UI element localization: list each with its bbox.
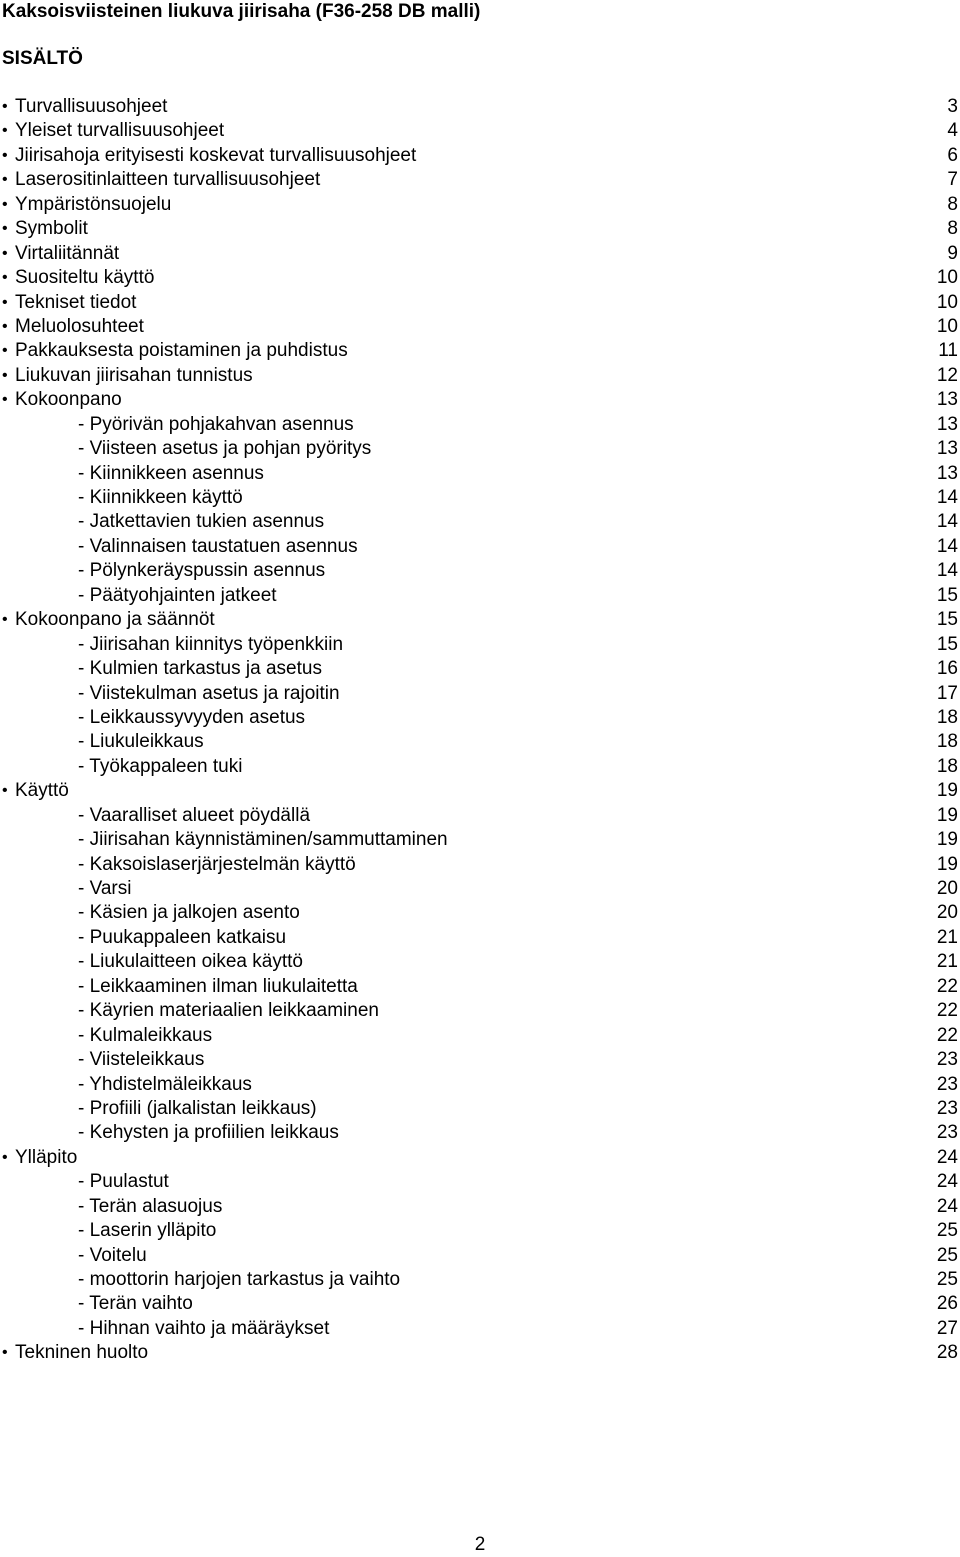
toc-entry-page: 27 <box>936 1317 958 1339</box>
toc-entry-label: Jiirisahoja erityisesti koskevat turvallisuusohjeet <box>15 144 417 166</box>
toc-entry-label: - Päätyohjainten jatkeet <box>78 584 277 606</box>
toc-entry-label: Yleiset turvallisuusohjeet <box>15 120 225 142</box>
toc-entry-label: - Viisteen asetus ja pohjan pyöritys <box>78 438 372 460</box>
toc-entry-label: Ympäristönsuojelu <box>15 193 172 215</box>
toc-subentry <box>0 1121 960 1145</box>
toc-entry-label: - Laserin ylläpito <box>78 1220 217 1242</box>
toc-entry-label: Kokoonpano <box>15 389 122 411</box>
toc-entry <box>0 242 960 266</box>
bullet-icon: • <box>2 342 8 360</box>
toc-entry-label: Ylläpito <box>15 1146 78 1168</box>
toc-subentry <box>0 1024 960 1048</box>
toc-entry-label: - Liukuleikkaus <box>78 731 204 753</box>
toc-entry <box>0 364 960 388</box>
toc-entry-label: - Pyörivän pohjakahvan asennus <box>78 413 354 435</box>
toc-entry-label: - Terän alasuojus <box>78 1195 223 1217</box>
toc-entry-page: 25 <box>936 1244 958 1266</box>
toc-entry-page: 23 <box>936 1097 958 1119</box>
toc-subentry <box>0 901 960 925</box>
toc-entry-page: 25 <box>936 1220 958 1242</box>
toc-subentry <box>0 950 960 974</box>
toc-entry-label: - Liukulaitteen oikea käyttö <box>78 951 303 973</box>
bullet-icon: • <box>2 366 8 384</box>
toc-entry-page: 15 <box>936 584 958 606</box>
toc-subentry <box>0 1048 960 1072</box>
toc-subentry <box>0 462 960 486</box>
toc-subentry <box>0 486 960 510</box>
toc-subentry <box>0 413 960 437</box>
toc-subentry <box>0 1073 960 1097</box>
bullet-icon: • <box>2 391 8 409</box>
toc-subentry <box>0 926 960 950</box>
toc-subentry <box>0 1195 960 1219</box>
toc-entry <box>0 193 960 217</box>
toc-entry-label: - Käsien ja jalkojen asento <box>78 902 300 924</box>
toc-entry-page: 13 <box>936 389 958 411</box>
toc-entry-label: - moottorin harjojen tarkastus ja vaihto <box>78 1269 401 1290</box>
toc-entry-label: - Pölynkeräyspussin asennus <box>78 560 326 582</box>
toc-entry-page: 4 <box>947 120 958 142</box>
toc-entry-label: - Vaaralliset alueet pöydällä <box>78 804 311 826</box>
toc-entry-label: Turvallisuusohjeet <box>15 96 168 117</box>
toc-entry-page: 9 <box>947 242 958 264</box>
bullet-icon: • <box>2 195 8 213</box>
toc-entry-page: 14 <box>936 560 958 582</box>
toc-subentry <box>0 999 960 1023</box>
toc-entry-page: 23 <box>936 1049 958 1071</box>
toc-entry-page: 22 <box>936 975 958 997</box>
toc-subentry <box>0 1268 960 1292</box>
toc-entry-page: 8 <box>947 193 958 215</box>
toc-entry-page: 13 <box>936 413 958 435</box>
document-title: Kaksoisviisteinen liukuva jiirisaha (F36-258 DB malli) <box>2 1 481 22</box>
toc-entry-page: 18 <box>936 706 958 728</box>
toc-subentry <box>0 682 960 706</box>
toc-entry-label: - Viistekulman asetus ja rajoitin <box>78 682 340 704</box>
toc-entry-label: - Kulmaleikkaus <box>78 1024 213 1046</box>
toc-entry-label: - Jiirisahan kiinnitys työpenkkiin <box>78 633 344 655</box>
toc-entry <box>0 168 960 192</box>
toc-entry-label: - Voitelu <box>78 1244 147 1266</box>
toc-entry-label: - Puulastut <box>78 1171 169 1193</box>
toc-subentry <box>0 584 960 608</box>
toc-entry-label: Suositeltu käyttö <box>15 267 155 289</box>
toc-entry-label: - Leikkaaminen ilman liukulaitetta <box>78 975 358 997</box>
toc-entry-page: 22 <box>936 1000 958 1022</box>
table-of-contents <box>0 95 960 1366</box>
toc-entry-label: - Leikkaussyvyyden asetus <box>78 706 306 728</box>
toc-entry-label: Käyttö <box>15 780 69 802</box>
toc-entry-page: 24 <box>936 1171 958 1193</box>
toc-subentry <box>0 657 960 681</box>
toc-entry-page: 17 <box>936 682 958 704</box>
toc-entry <box>0 315 960 339</box>
toc-entry-label: - Hihnan vaihto ja määräykset <box>78 1317 330 1339</box>
toc-entry-page: 23 <box>936 1122 958 1144</box>
toc-entry-page: 19 <box>936 853 958 875</box>
toc-entry-page: 14 <box>936 535 958 557</box>
toc-entry-label: - Puukappaleen katkaisu <box>78 926 287 948</box>
toc-entry-label: Kokoonpano ja säännöt <box>15 609 215 631</box>
toc-subentry <box>0 1097 960 1121</box>
toc-entry-page: 21 <box>936 951 958 973</box>
bullet-icon: • <box>2 171 8 189</box>
bullet-icon: • <box>2 782 8 800</box>
toc-entry-label: Liukuvan jiirisahan tunnistus <box>15 364 253 386</box>
toc-entry-page: 20 <box>936 902 958 924</box>
toc-entry-page: 12 <box>936 364 958 386</box>
toc-entry-label: - Jatkettavien tukien asennus <box>78 511 325 533</box>
toc-entry-label: Virtaliitännät <box>15 242 120 264</box>
bullet-icon: • <box>2 1344 8 1362</box>
toc-subentry <box>0 877 960 901</box>
toc-entry-page: 24 <box>936 1146 958 1168</box>
bullet-icon: • <box>2 98 8 115</box>
bullet-icon: • <box>2 122 8 140</box>
toc-subentry <box>0 730 960 754</box>
toc-subentry <box>0 510 960 534</box>
toc-entry-page: 8 <box>947 218 958 240</box>
toc-subentry <box>0 1219 960 1243</box>
toc-entry-label: - Kulmien tarkastus ja asetus <box>78 658 322 680</box>
toc-subentry <box>0 853 960 877</box>
toc-entry <box>0 95 960 119</box>
toc-entry-page: 15 <box>936 609 958 631</box>
toc-entry <box>0 217 960 241</box>
toc-entry-label: - Kaksoislaserjärjestelmän käyttö <box>78 853 356 875</box>
toc-entry-page: 14 <box>936 487 958 508</box>
toc-entry-page: 14 <box>936 511 958 533</box>
toc-subentry <box>0 437 960 461</box>
toc-subentry <box>0 804 960 828</box>
toc-entry-label: - Kehysten ja profiilien leikkaus <box>78 1122 339 1144</box>
toc-entry-page: 19 <box>936 804 958 826</box>
toc-entry-page: 18 <box>936 755 958 777</box>
toc-entry-label: Meluolosuhteet <box>15 315 144 337</box>
toc-entry-page: 10 <box>936 291 958 313</box>
toc-subentry <box>0 559 960 583</box>
toc-subentry <box>0 755 960 779</box>
toc-entry-page: 13 <box>936 462 958 484</box>
toc-entry-label: - Käyrien materiaalien leikkaaminen <box>78 1000 379 1022</box>
toc-entry <box>0 266 960 290</box>
toc-entry <box>0 1341 960 1365</box>
toc-entry-page: 19 <box>936 829 958 851</box>
bullet-icon: • <box>2 220 8 238</box>
toc-entry-label: - Profiili (jalkalistan leikkaus) <box>78 1097 317 1119</box>
toc-entry <box>0 1146 960 1170</box>
toc-entry <box>0 779 960 803</box>
toc-subentry <box>0 1317 960 1341</box>
toc-entry-label: Symbolit <box>15 218 88 240</box>
toc-entry-label: - Varsi <box>78 878 132 899</box>
toc-entry-page: 19 <box>936 780 958 802</box>
toc-entry-label: - Työkappaleen tuki <box>78 755 243 777</box>
toc-entry-page: 11 <box>938 340 958 362</box>
toc-entry <box>0 144 960 168</box>
toc-entry-label: - Kiinnikkeen käyttö <box>78 487 243 508</box>
toc-entry-page: 22 <box>936 1024 958 1046</box>
toc-subentry <box>0 1292 960 1316</box>
toc-entry-label: Pakkauksesta poistaminen ja puhdistus <box>15 340 348 362</box>
bullet-icon: • <box>2 317 8 335</box>
toc-entry-label: Tekniset tiedot <box>15 291 137 313</box>
toc-entry-label: Tekninen huolto <box>15 1342 149 1364</box>
bullet-icon: • <box>2 1148 8 1166</box>
toc-entry-page: 13 <box>936 438 958 460</box>
toc-entry-page: 20 <box>936 878 958 899</box>
toc-entry-page: 10 <box>936 267 958 289</box>
toc-entry-label: - Yhdistelmäleikkaus <box>78 1073 252 1095</box>
bullet-icon: • <box>2 244 8 262</box>
bullet-icon: • <box>2 146 8 164</box>
bullet-icon: • <box>2 611 8 629</box>
toc-entry <box>0 339 960 363</box>
toc-subentry <box>0 1170 960 1194</box>
toc-entry-label: - Valinnaisen taustatuen asennus <box>78 535 358 557</box>
toc-entry-page: 25 <box>936 1269 958 1290</box>
toc-entry <box>0 388 960 412</box>
toc-entry <box>0 608 960 632</box>
toc-entry-page: 18 <box>936 731 958 753</box>
toc-entry <box>0 291 960 315</box>
bullet-icon: • <box>2 293 8 311</box>
toc-subentry <box>0 535 960 559</box>
toc-entry-page: 21 <box>936 926 958 948</box>
toc-entry-label: - Terän vaihto <box>78 1293 193 1315</box>
toc-entry-page: 26 <box>936 1293 958 1315</box>
toc-entry-page: 6 <box>947 144 958 166</box>
toc-entry-page: 3 <box>947 96 958 117</box>
toc-entry <box>0 119 960 143</box>
toc-entry-label: Laserositinlaitteen turvallisuusohjeet <box>15 169 321 191</box>
toc-entry-page: 24 <box>936 1195 958 1217</box>
toc-entry-label: - Jiirisahan käynnistäminen/sammuttaminen <box>78 829 448 851</box>
toc-subentry <box>0 633 960 657</box>
toc-entry-page: 10 <box>936 315 958 337</box>
toc-entry-page: 16 <box>936 658 958 680</box>
toc-subentry <box>0 1244 960 1268</box>
toc-entry-page: 15 <box>936 633 958 655</box>
toc-entry-page: 28 <box>936 1342 958 1364</box>
toc-subentry <box>0 706 960 730</box>
toc-subentry <box>0 828 960 852</box>
toc-subentry <box>0 975 960 999</box>
page-number: 2 <box>474 1534 486 1555</box>
bullet-icon: • <box>2 269 8 287</box>
toc-entry-page: 23 <box>936 1073 958 1095</box>
toc-entry-page: 7 <box>947 169 958 191</box>
toc-entry-label: - Viisteleikkaus <box>78 1049 205 1071</box>
toc-heading: SISÄLTÖ <box>2 48 83 69</box>
toc-entry-label: - Kiinnikkeen asennus <box>78 462 264 484</box>
